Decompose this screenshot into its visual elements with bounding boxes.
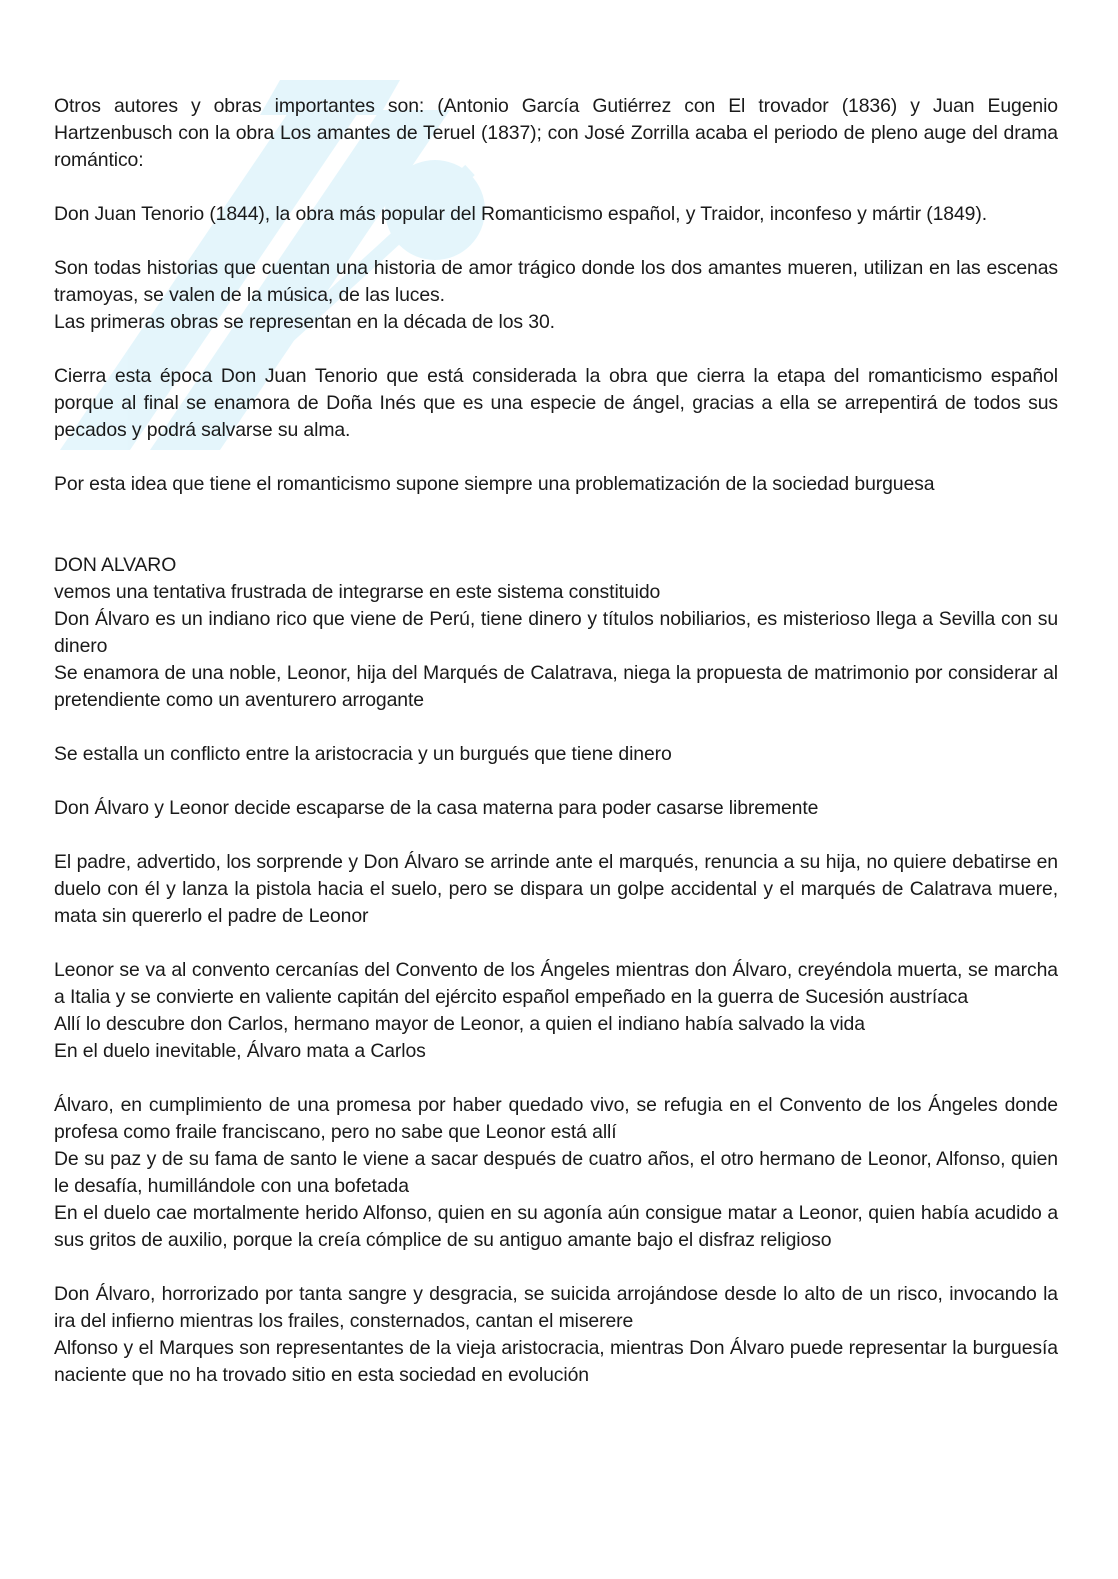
paragraph-enamora-noble: Se enamora de una noble, Leonor, hija del Marqués de Calatrava, niega la propuesta de matrimonio por considerar al pretendiente como un aventurero arrogante bbox=[54, 662, 1058, 711]
paragraph-padre-advertido: El padre, advertido, los sorprende y Don Álvaro se arrinde ante el marqués, renuncia a su hija, no quiere debatirse en duelo con él y lanza la pistola hacia el suelo, pero se dispara un golpe accidental y el marqués de Calatrava muere, mata sin quererlo el padre de Leonor bbox=[54, 851, 1058, 927]
paragraph-primeras-obras: Las primeras obras se representan en la década de los 30. bbox=[54, 311, 555, 333]
document-body bbox=[54, 93, 1058, 1389]
paragraph-tentativa-frustrada: vemos una tentativa frustrada de integrarse en este sistema constituido bbox=[54, 581, 661, 603]
paragraph-problematizacion: Por esta idea que tiene el romanticismo supone siempre una problematización de la sociedad burguesa bbox=[54, 473, 935, 495]
paragraph-don-juan-tenorio: Don Juan Tenorio (1844), la obra más popular del Romanticismo español, y Traidor, inconfeso y mártir (1849). bbox=[54, 203, 987, 225]
paragraph-cierra-epoca: Cierra esta época Don Juan Tenorio que está considerada la obra que cierra la etapa del romanticismo español porque al final se enamora de Doña Inés que es una especie de ángel, gracias a ella se arrepentirá de todos sus pecados y podrá salvarse su alma. bbox=[54, 365, 1058, 441]
paragraph-conflicto: Se estalla un conflicto entre la aristocracia y un burgués que tiene dinero bbox=[54, 743, 672, 765]
paragraph-don-carlos: Allí lo descubre don Carlos, hermano mayor de Leonor, a quien el indiano había salvado la vida bbox=[54, 1013, 865, 1035]
paragraph-aristocracia-burguesia: Alfonso y el Marques son representantes de la vieja aristocracia, mientras Don Álvaro puede representar la burguesía naciente que no ha trovado sitio en esta sociedad en evolución bbox=[54, 1337, 1058, 1386]
section-heading-don-alvaro: DON ALVARO bbox=[54, 554, 177, 576]
paragraph-suicidio: Don Álvaro, horrorizado por tanta sangre y desgracia, se suicida arrojándose desde lo alto de un risco, invocando la ira del infierno mientras los frailes, consternados, cantan el miserere bbox=[54, 1283, 1058, 1332]
paragraph-duelo-carlos: En el duelo inevitable, Álvaro mata a Carlos bbox=[54, 1040, 426, 1062]
paragraph-alfonso-desafia: De su paz y de su fama de santo le viene a sacar después de cuatro años, el otro hermano de Leonor, Alfonso, quien le desafía, humillándole con una bofetada bbox=[54, 1148, 1058, 1197]
paragraph-otros-autores: Otros autores y obras importantes son: (Antonio García Gutiérrez con El trovador (1836) y Juan Eugenio Hartzenbusch con la obra Los amantes de Teruel (1837); con José Zorrilla acaba el periodo de pleno auge del drama romántico: bbox=[54, 95, 1058, 171]
paragraph-alvaro-fraile: Álvaro, en cumplimiento de una promesa por haber quedado vivo, se refugia en el Convento de los Ángeles donde profesa como fraile franciscano, pero no sabe que Leonor está allí bbox=[54, 1094, 1058, 1143]
paragraph-historias-amor: Son todas historias que cuentan una historia de amor trágico donde los dos amantes mueren, utilizan en las escenas tramoyas, se valen de la música, de las luces. bbox=[54, 257, 1058, 306]
paragraph-indiano-rico: Don Álvaro es un indiano rico que viene de Perú, tiene dinero y títulos nobiliarios, es misterioso llega a Sevilla con su dinero bbox=[54, 608, 1058, 657]
paragraph-leonor-convento: Leonor se va al convento cercanías del Convento de los Ángeles mientras don Álvaro, creyéndola muerta, se marcha a Italia y se convierte en valiente capitán del ejército español empeñado en la guerra de Sucesión austríaca bbox=[54, 959, 1058, 1008]
paragraph-duelo-alfonso: En el duelo cae mortalmente herido Alfonso, quien en su agonía aún consigue matar a Leonor, quien había acudido a sus gritos de auxilio, porque la creía cómplice de su antiguo amante bajo el disfraz religioso bbox=[54, 1202, 1058, 1251]
paragraph-escaparse: Don Álvaro y Leonor decide escaparse de la casa materna para poder casarse libremente bbox=[54, 797, 819, 819]
